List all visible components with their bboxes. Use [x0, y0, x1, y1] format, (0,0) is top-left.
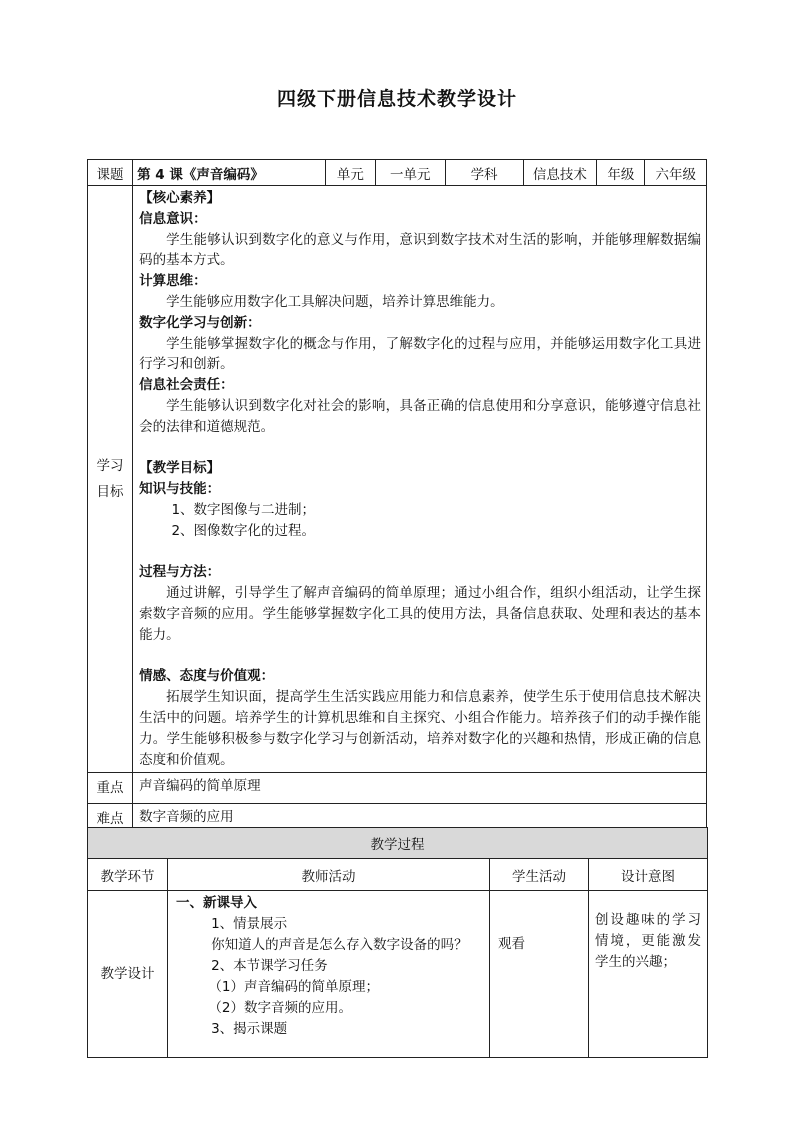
emotion-title: 情感、态度与价值观：: [139, 668, 275, 685]
lesson-value: 第 4 课《声音编码》: [133, 160, 326, 186]
process-method-text: 通过讲解，引导学生了解声音编码的简单原理；通过小组合作，组织小组活动，让学生探索数字音频的应用。学生能够掌握数字化工具的使用方法，具备信息获取、处理和表达的基本能力。: [139, 585, 701, 643]
info-awareness-title: 信息意识：: [139, 210, 207, 227]
process-method-title: 过程与方法：: [139, 564, 221, 581]
design-intent: 创设趣味的学习情境，更能激发学生的兴趣；: [589, 891, 708, 1058]
difficulty-label: 难点: [88, 804, 133, 835]
computational-text: 学生能够应用数字化工具解决问题，培养计算思维能力。: [166, 293, 504, 310]
column-header: 设计意图: [589, 859, 708, 891]
teacher-line: （1）声音编码的简单原理；: [208, 979, 379, 995]
unit-value: 一单元: [375, 160, 445, 186]
teacher-line: （2）数字音频的应用。: [208, 1000, 352, 1016]
process-heading-row: [88, 828, 708, 859]
teacher-line: 3、揭示课题: [211, 1021, 288, 1037]
process-columns-row: [88, 859, 708, 891]
goals-content: [133, 186, 707, 773]
teacher-line: 一、新课导入: [176, 895, 257, 911]
knowledge-title: 知识与技能：: [139, 481, 221, 498]
key-point-value: 声音编码的简单原理: [133, 773, 707, 804]
page-title: 四级下册信息技术教学设计: [276, 88, 517, 110]
grade-value: 六年级: [645, 160, 707, 186]
digital-learning-title: 数字化学习与创新：: [139, 314, 261, 331]
knowledge-item: 2、图像数字化的过程。: [171, 522, 316, 539]
computational-title: 计算思维：: [139, 273, 207, 290]
goals-side-label: [88, 186, 133, 773]
info-awareness-text: 学生能够认识到数字化的意义与作用，意识到数字技术对生活的影响，并能够理解数据编码的基本方式。: [139, 231, 701, 269]
social-responsibility-text: 学生能够认识到数字化对社会的影响，具备正确的信息使用和分享意识，能够遵守信息社会的法律和道德规范。: [139, 397, 701, 435]
stage-label: 教学设计: [88, 891, 168, 1058]
core-literacy-title: 【核心素养】: [139, 190, 221, 206]
social-responsibility-title: 信息社会责任：: [139, 377, 234, 394]
goals-row: [88, 186, 707, 773]
design-row: [88, 891, 708, 1058]
knowledge-item: 1、数字图像与二进制；: [171, 501, 316, 518]
emotion-text: 拓展学生知识面，提高学生生活实践应用能力和信息素养，使学生乐于使用信息技术解决生活中的问题。培养学生的计算机思维和自主探究、小组合作能力。培养孩子们的动手操作能力。学生能够积极参与数字化学习与创新活动，培养对数字化的兴趣和热情，形成正确的信息态度和价值观。: [139, 689, 701, 768]
subject-label: 学科: [445, 160, 523, 186]
teacher-activity: [168, 891, 490, 1058]
lesson-label: 课题: [88, 160, 133, 186]
grade-label: 年级: [597, 160, 645, 186]
process-heading: 教学过程: [88, 828, 708, 859]
teacher-line: 你知道人的声音是怎么存入数字设备的吗？: [211, 937, 468, 953]
header-row: [88, 160, 707, 186]
column-header: 教师活动: [168, 859, 490, 891]
difficulty-value: 数字音频的应用: [133, 804, 707, 835]
unit-label: 单元: [325, 160, 375, 186]
column-header: 学生活动: [490, 859, 589, 891]
teacher-line: 1、情景展示: [211, 916, 288, 932]
goals-side-label-text: 学习目标: [96, 458, 124, 501]
key-point-label: 重点: [88, 773, 133, 804]
teacher-line: 2、本节课学习任务: [211, 958, 328, 974]
digital-learning-text: 学生能够掌握数字化的概念与作用，了解数字化的过程与应用，并能够运用数字化工具进行学习和创新。: [139, 335, 701, 373]
key-point-row: [88, 773, 707, 804]
subject-value: 信息技术: [523, 160, 597, 186]
teaching-process-table: [87, 827, 708, 1058]
objectives-title: 【教学目标】: [139, 460, 221, 477]
lesson-info-table: [87, 159, 707, 835]
student-activity: 观看: [490, 891, 589, 1058]
column-header: 教学环节: [88, 859, 168, 891]
